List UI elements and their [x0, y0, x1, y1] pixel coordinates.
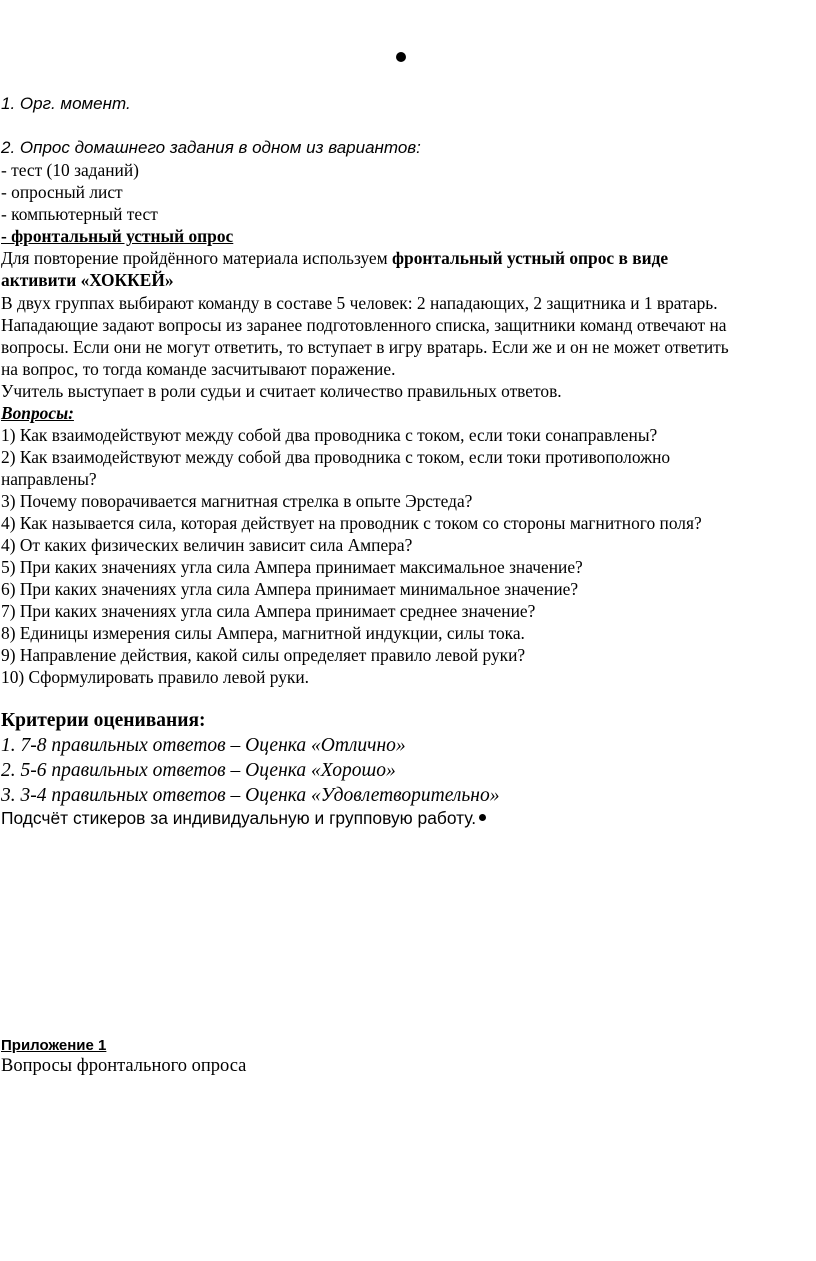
- question-line: 4) От каких физических величин зависит сила Ампера?: [1, 535, 413, 555]
- bullet-icon: [479, 814, 486, 821]
- question-line: 9) Направление действия, какой силы определяет правило левой руки?: [1, 645, 526, 665]
- question-line: 5) При каких значениях угла сила Ампера принимает максимальное значение?: [1, 557, 583, 577]
- criteria-item: 3. 3-4 правильных ответов – Оценка «Удовлетворительно»: [1, 785, 500, 806]
- rules-line: Нападающие задают вопросы из заранее подготовленного списка, защитники команд отвечают на: [1, 315, 727, 335]
- question-line: 10) Сформулировать правило левой руки.: [1, 667, 310, 687]
- criteria-item: 2. 5-6 правильных ответов – Оценка «Хорошо»: [1, 760, 396, 781]
- question-line: 8) Единицы измерения силы Ампера, магнитной индукции, силы тока.: [1, 623, 525, 643]
- criteria-item: 1. 7-8 правильных ответов – Оценка «Отлично»: [1, 735, 406, 756]
- frontal-survey-heading: - фронтальный устный опрос: [1, 226, 234, 246]
- frontal-intro-bold: фронтальный устный опрос в виде: [392, 248, 669, 268]
- rules-line: Учитель выступает в роли судьи и считает количество правильных ответов.: [1, 381, 562, 401]
- frontal-activity-name: активити «ХОККЕЙ»: [1, 270, 174, 290]
- question-line: 7) При каких значениях угла сила Ампера принимает среднее значение?: [1, 601, 536, 621]
- org-moment-heading: 1. Орг. момент.: [1, 94, 131, 113]
- rules-line: В двух группах выбирают команду в составе 5 человек: 2 нападающих, 2 защитника и 1 вратарь.: [1, 293, 718, 313]
- question-line: 4) Как называется сила, которая действует на проводник с током со стороны магнитного поля?: [1, 513, 702, 533]
- variant-item: - компьютерный тест: [1, 204, 158, 224]
- frontal-intro-line: [1, 248, 668, 269]
- question-line: 3) Почему поворачивается магнитная стрелка в опыте Эрстеда?: [1, 491, 473, 511]
- variant-item: - опросный лист: [1, 182, 123, 202]
- stickers-text: Подсчёт стикеров за индивидуальную и групповую работу.: [1, 808, 477, 828]
- bullet-icon: [396, 52, 406, 62]
- frontal-intro-text: Для повторение пройдённого материала используем: [1, 248, 392, 268]
- appendix-subtitle: Вопросы фронтального опроса: [1, 1056, 247, 1076]
- question-line: направлены?: [1, 469, 97, 489]
- question-line: 6) При каких значениях угла сила Ампера принимает минимальное значение?: [1, 579, 579, 599]
- question-line: 1) Как взаимодействуют между собой два проводника с током, если токи сонаправлены?: [1, 425, 658, 445]
- questions-heading: Вопросы:: [1, 403, 74, 423]
- appendix-title: Приложение 1: [1, 1037, 107, 1054]
- homework-check-heading: 2. Опрос домашнего задания в одном из вариантов:: [1, 138, 421, 157]
- rules-line: на вопрос, то тогда команде засчитывают поражение.: [1, 359, 396, 379]
- rules-line: вопросы. Если они не могут ответить, то вступает в игру вратарь. Если же и он не может ответить: [1, 337, 729, 357]
- variant-item: - тест (10 заданий): [1, 160, 139, 180]
- stickers-line: [1, 808, 486, 829]
- criteria-heading: Критерии оценивания:: [1, 710, 206, 731]
- question-line: 2) Как взаимодействуют между собой два проводника с током, если токи противоположно: [1, 447, 671, 467]
